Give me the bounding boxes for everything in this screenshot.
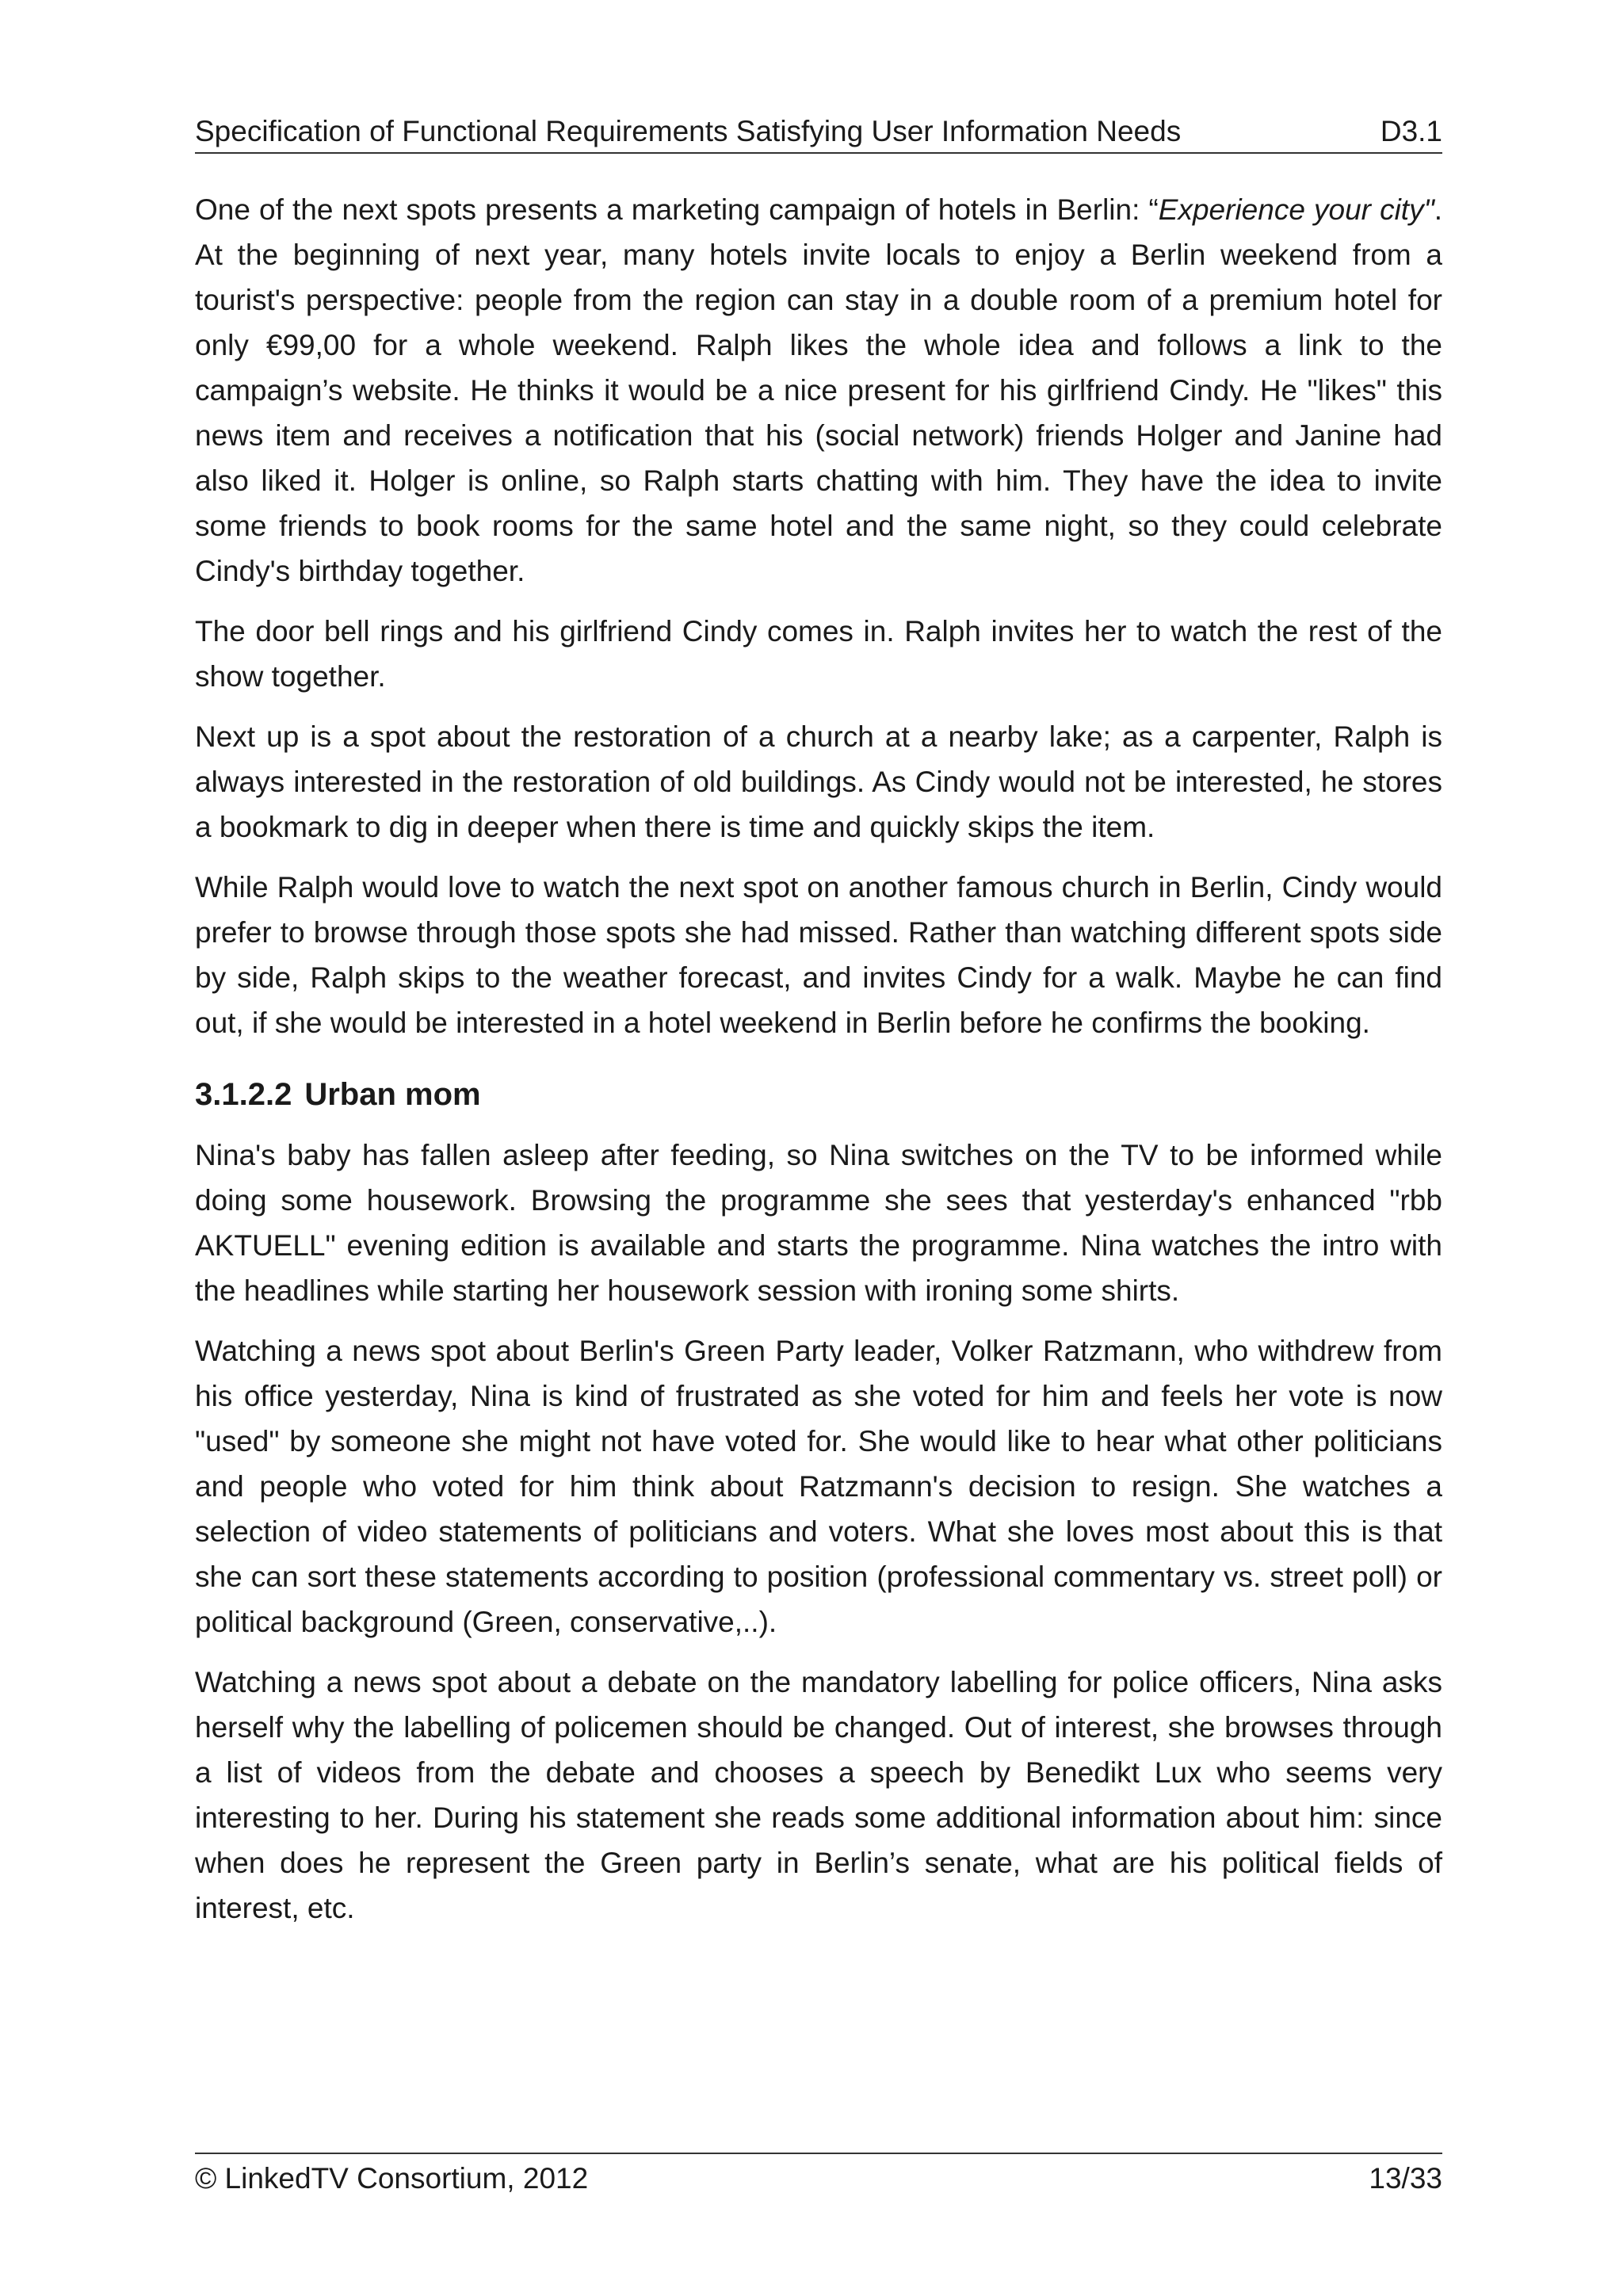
header-doc-id: D3.1 (1380, 115, 1442, 147)
paragraph-hotel-campaign (195, 187, 1442, 594)
page-footer (195, 2153, 1442, 2202)
paragraph-rest: . At the beginning of next year, many hotels invite locals to enjoy a Berlin weekend from a tourist's perspective: people from the region can stay in a double room of a premium hotel for only €99,00 for a whole weekend. Ralph likes the whole idea and follows a link to the campaign’s website. He thinks it would be a nice present for his girlfriend Cindy. He "likes" this news item and receives a notification that his (social network) friends Holger and Janine had also liked it. Holger is online, so Ralph starts chatting with him. They have the idea to invite some friends to book rooms for the same hotel and the same night, so they could celebrate Cindy's birthday together. (195, 193, 1442, 587)
page-number: 13/33 (1369, 2162, 1442, 2195)
section-title: Urban mom (304, 1077, 481, 1112)
header-title: Specification of Functional Requirements Satisfying User Information Needs (195, 115, 1182, 147)
paragraph-green-party: Watching a news spot about Berlin's Green Party leader, Volker Ratzmann, who withdrew from his office yesterday, Nina is kind of frustrated as she voted for him and feels her vote is now "used" by someone she might not have voted for. She would like to hear what other politicians and people who voted for him think about Ratzmann's decision to resign. She watches a selection of video statements of politicians and voters. What she loves most about this is that she can sort these statements according to position (professional commentary vs. street poll) or political background (Green, conservative,..). (195, 1335, 1442, 1638)
paragraph-weather-forecast: While Ralph would love to watch the next spot on another famous church in Berlin, Cindy would prefer to browse through those spots she had missed. Rather than watching different spots side by side, Ralph skips to the weather forecast, and invites Cindy for a walk. Maybe he can find out, if she would be interested in a hotel weekend in Berlin before he confirms the booking. (195, 871, 1442, 1039)
paragraph-nina-housework: Nina's baby has fallen asleep after feeding, so Nina switches on the TV to be informed while doing some housework. Browsing the programme she sees that yesterday's enhanced "rbb AKTUELL" evening edition is available and starts the programme. Nina watches the intro with the headlines while starting her housework session with ironing some shirts. (195, 1139, 1442, 1307)
paragraph-lead: One of the next spots presents a marketing campaign of hotels in Berlin: “ (195, 193, 1159, 226)
section-number: 3.1.2.2 (195, 1077, 292, 1112)
paragraph-church-restoration: Next up is a spot about the restoration of a church at a nearby lake; as a carpenter, Ralph is always interested in the restoration of old buildings. As Cindy would not be interested, he stores a bookmark to dig in deeper when there is time and quickly skips the item. (195, 720, 1442, 843)
page-body (195, 187, 1442, 1946)
campaign-slogan: Experience your city" (1158, 193, 1434, 226)
section-heading (195, 1072, 1442, 1117)
footer-copyright: © LinkedTV Consortium, 2012 (195, 2162, 589, 2195)
paragraph-police-labelling: Watching a news spot about a debate on the mandatory labelling for police officers, Nina asks herself why the labelling of policemen should be changed. Out of interest, she browses through a list of videos from the debate and chooses a speech by Benedikt Lux who seems very interesting to her. During his statement she reads some additional information about him: since when does he represent the Green party in Berlin’s senate, what are his political fields of interest, etc. (195, 1666, 1442, 1924)
page-header (195, 111, 1442, 154)
paragraph-door-bell: The door bell rings and his girlfriend Cindy comes in. Ralph invites her to watch the rest of the show together. (195, 615, 1442, 693)
